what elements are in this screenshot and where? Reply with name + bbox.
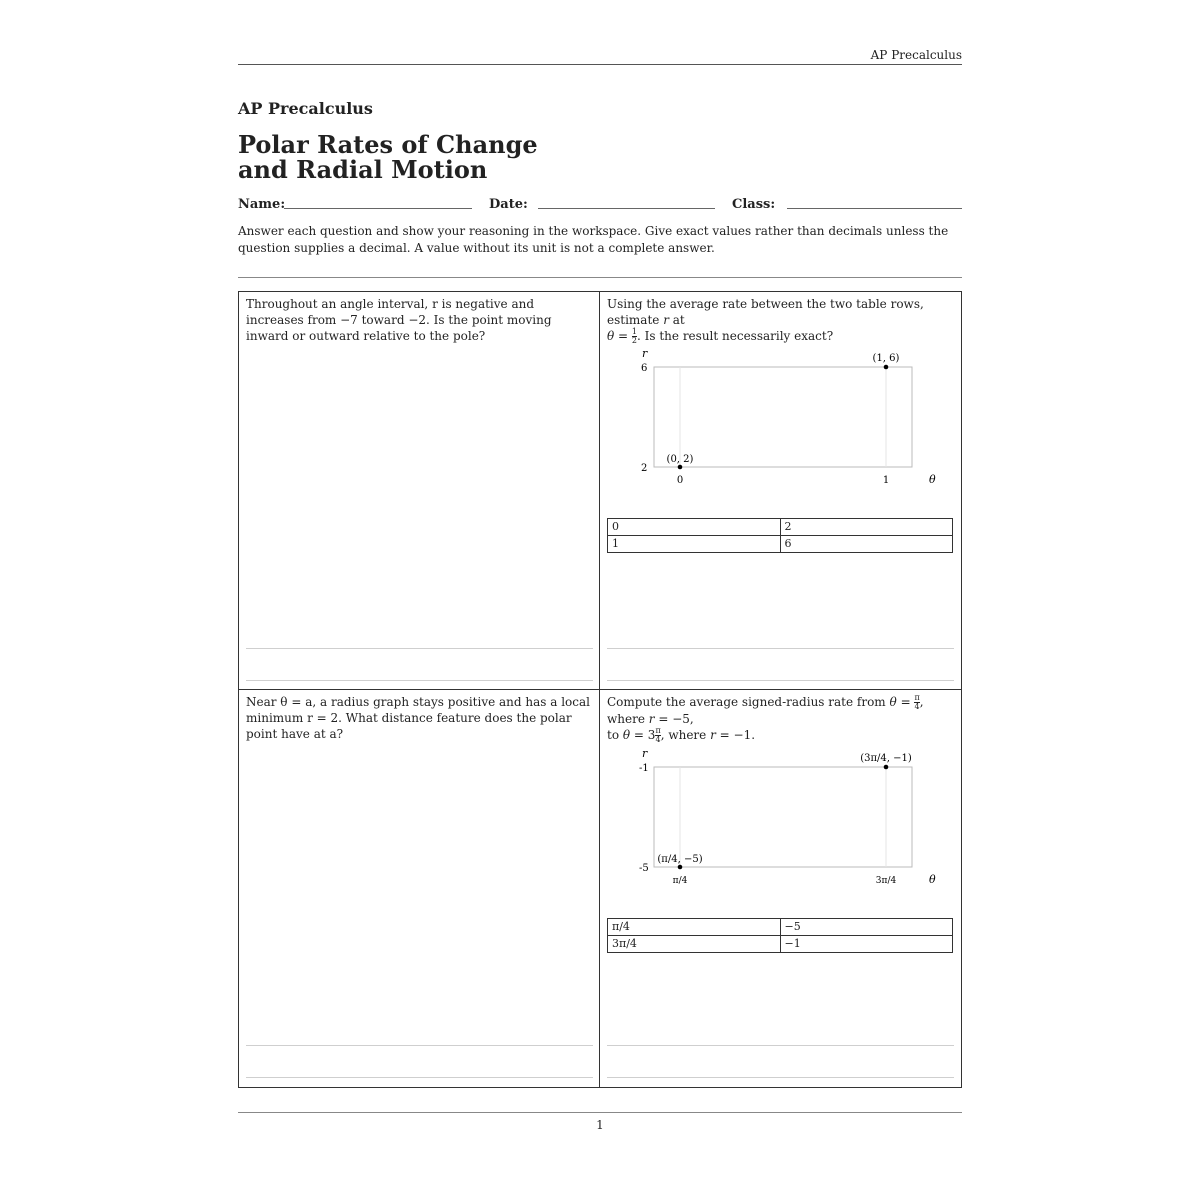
y-tick-label: 6 — [641, 363, 648, 374]
table-cell: 3π/4 — [608, 936, 781, 953]
student-info-row — [238, 197, 962, 217]
data-point — [678, 465, 683, 470]
y-tick-label: -5 — [639, 863, 649, 874]
page-number: 1 — [596, 1118, 604, 1132]
table-cell: 1 — [608, 536, 781, 553]
value-table — [607, 518, 953, 553]
class-label: Class: — [732, 197, 776, 212]
y-axis-label: r — [642, 747, 648, 760]
point-label: (1, 6) — [872, 353, 900, 364]
rate-graph — [600, 744, 961, 894]
question-3 — [239, 690, 600, 1087]
instructions: Answer each question and show your reasoning in the workspace. Give exact values rather than decimals unless the question supplies a decimal. A value without its unit is not a complete answer. — [238, 224, 949, 255]
table-row — [608, 936, 953, 953]
question-grid — [238, 291, 962, 1088]
footer-rule — [238, 1112, 962, 1113]
answer-line[interactable] — [246, 1045, 593, 1046]
value-table — [607, 918, 953, 953]
answer-line[interactable] — [607, 1077, 954, 1078]
title-line-1: Polar Rates of Change — [238, 130, 538, 159]
title-line-2: and Radial Motion — [238, 155, 488, 184]
data-point — [678, 865, 683, 870]
table-cell: 0 — [608, 519, 781, 536]
rate-graph — [600, 344, 961, 494]
answer-line[interactable] — [246, 648, 593, 649]
table-row — [608, 519, 953, 536]
question-4 — [600, 690, 961, 1087]
point-label: (π/4, −5) — [657, 854, 703, 865]
instructions-rule — [238, 277, 962, 278]
x-tick-label: 0 — [676, 475, 684, 486]
table-cell: 6 — [780, 536, 953, 553]
x-axis-label: θ — [929, 473, 936, 486]
table-cell: −1 — [780, 936, 953, 953]
running-header: AP Precalculus — [870, 48, 962, 62]
header-rule — [238, 64, 962, 65]
page-title — [238, 132, 538, 182]
question-3-text: Near θ = a, a radius graph stays positive and has a local minimum r = 2. What distance feature does the polar point have at a? — [246, 695, 590, 741]
answer-line[interactable] — [246, 680, 593, 681]
x-axis-label: θ — [929, 873, 936, 886]
name-field[interactable] — [284, 208, 472, 209]
data-point — [884, 765, 889, 770]
point-label: (0, 2) — [666, 454, 694, 465]
y-tick-label: 2 — [641, 463, 648, 474]
question-2 — [600, 292, 961, 690]
name-label: Name: — [238, 197, 286, 212]
answer-line[interactable] — [246, 1077, 593, 1078]
y-axis-label: r — [642, 347, 648, 360]
x-tick-label: 3π/4 — [875, 876, 897, 886]
y-tick-label: -1 — [639, 763, 649, 774]
answer-line[interactable] — [607, 680, 954, 681]
plot-frame — [654, 767, 912, 867]
course-name: AP Precalculus — [238, 99, 373, 118]
question-2-text: Using the average rate between the two table rows, estimate r at θ = $\frac{1}{2}$ . Is the result necessarily exact? — [607, 297, 924, 345]
class-field[interactable] — [787, 208, 962, 209]
table-cell: π/4 — [608, 919, 781, 936]
date-label: Date: — [489, 197, 528, 212]
data-point — [884, 365, 889, 370]
x-tick-label: 1 — [882, 475, 890, 486]
table-cell: −5 — [780, 919, 953, 936]
question-1-text: Throughout an angle interval, r is negative and increases from −7 toward −2. Is the point moving inward or outward relative to the pole? — [246, 297, 552, 343]
question-4-text: Compute the average signed-radius rate from θ = $\frac{\pi}{4}$ , where r = −5, to θ = 3 $\frac{\pi}{4}$ , where r = −1. — [607, 693, 924, 744]
x-tick-label: π/4 — [672, 876, 688, 886]
table-row — [608, 919, 953, 936]
table-cell: 2 — [780, 519, 953, 536]
date-field[interactable] — [538, 208, 715, 209]
table-row — [608, 536, 953, 553]
question-1 — [239, 292, 600, 690]
answer-line[interactable] — [607, 648, 954, 649]
plot-frame — [654, 367, 912, 467]
answer-line[interactable] — [607, 1045, 954, 1046]
point-label: (3π/4, −1) — [860, 753, 912, 764]
